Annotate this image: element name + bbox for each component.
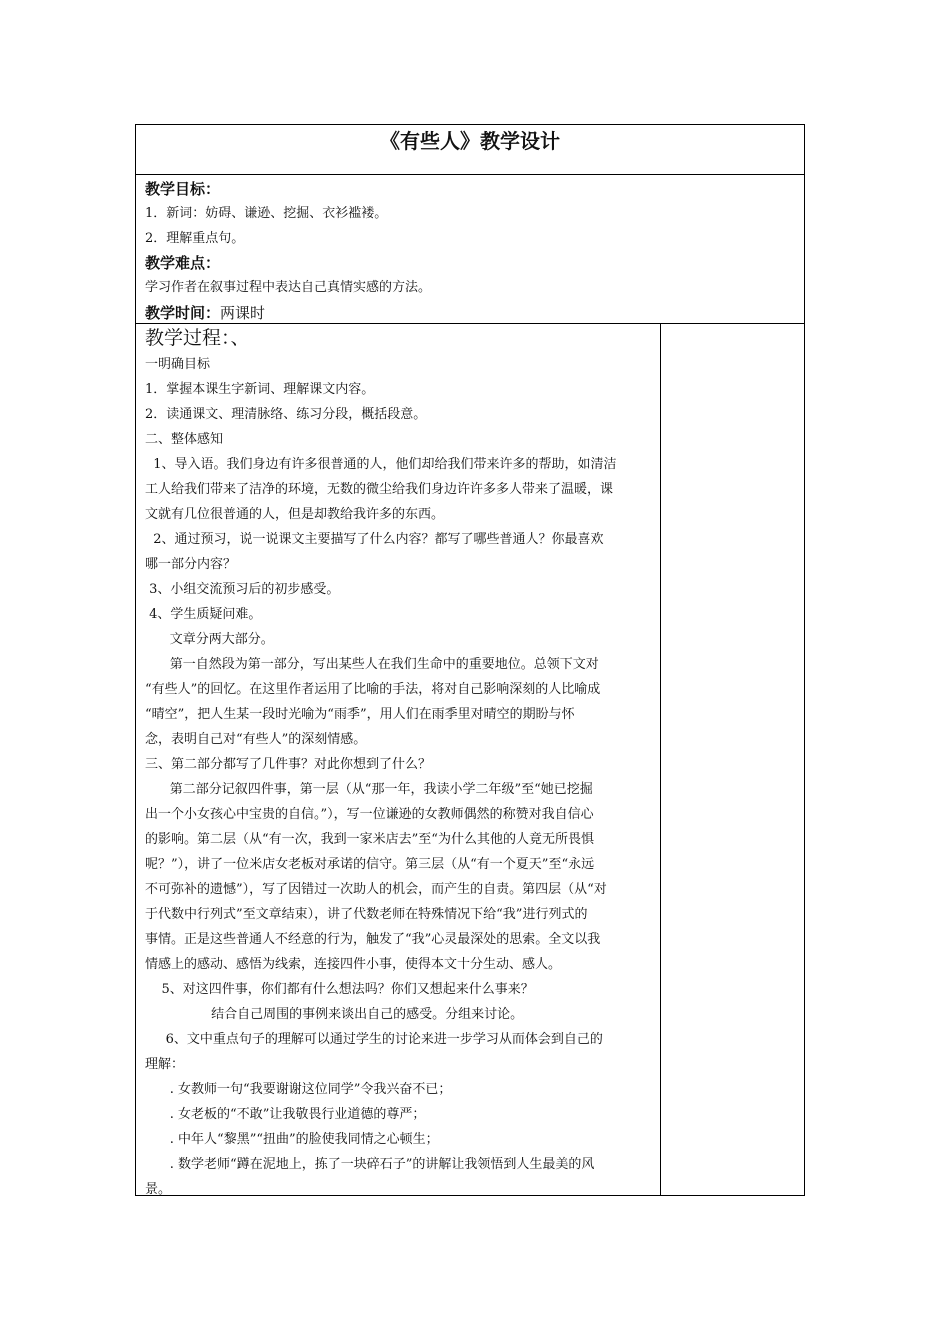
process-content xyxy=(136,324,661,1195)
goal-item: 2．理解重点句。 xyxy=(145,231,245,246)
process-line: 于代数中行列式”至文章结束），讲了代数老师在特殊情况下给“我”进行列式的 xyxy=(145,907,588,922)
process-line: 6、文中重点句子的理解可以通过学生的讨论来进一步学习从而体会到自己的 xyxy=(145,1032,603,1047)
title-row xyxy=(136,125,804,175)
time-value: 两课时 xyxy=(220,304,266,322)
process-line: 1、导入语。我们身边有许多很普通的人，他们却给我们带来许多的帮助，如清洁 xyxy=(145,457,617,472)
notes-column xyxy=(661,324,804,1195)
process-line: 文就有几位很普通的人，但是却教给我许多的东西。 xyxy=(145,507,445,522)
process-line: 的影响。第二层（从“有一次，我到一家米店去”至“为什么其他的人竟无所畏惧 xyxy=(145,832,594,847)
process-line: “晴空”，把人生某一段时光喻为“雨季”，用人们在雨季里对晴空的期盼与怀 xyxy=(145,707,575,722)
process-line: 1．掌握本课生字新词、理解课文内容。 xyxy=(145,382,375,397)
process-line: . 中年人“黎黑”“扭曲”的脸使我同情之心顿生； xyxy=(145,1132,439,1147)
process-heading: 教学过程：、 xyxy=(145,327,250,349)
process-line: 工人给我们带来了洁净的环境，无数的微尘给我们身边许许多多人带来了温暖，课 xyxy=(145,482,614,497)
process-line: 事情。正是这些普通人不经意的行为，触发了“我”心灵最深处的思索。全文以我 xyxy=(145,932,601,947)
goal-item: 1．新词：妨碍、谦逊、挖掘、衣衫褴褛。 xyxy=(145,206,388,221)
process-line: 呢？”），讲了一位米店女老板对承诺的信守。第三层（从“有一个夏天”至“永远 xyxy=(145,857,595,872)
process-line: 景。 xyxy=(145,1182,172,1197)
process-line: . 数学老师“蹲在泥地上，拣了一块碎石子”的讲解让我领悟到人生最美的风 xyxy=(145,1157,595,1172)
process-line: 2、通过预习，说一说课文主要描写了什么内容？都写了哪些普通人？你最喜欢 xyxy=(145,532,604,547)
process-line: 一明确目标 xyxy=(145,357,211,372)
difficulty-text: 学习作者在叙事过程中表达自己真情实感的方法。 xyxy=(145,280,432,295)
time-label: 教学时间： xyxy=(145,304,221,322)
process-line: 三、第二部分都写了几件事？对此你想到了什么？ xyxy=(145,757,432,772)
process-line: 4、学生质疑问难。 xyxy=(145,607,262,622)
process-line: 不可弥补的遗憾”），写了因错过一次助人的机会，而产生的自责。第四层（从“对 xyxy=(145,882,607,897)
process-section xyxy=(136,324,804,1195)
process-line: 结合自己周围的事例来谈出自己的感受。分组来讨论。 xyxy=(145,1007,524,1022)
lesson-plan-table xyxy=(135,124,805,1196)
process-line: 情感上的感动、感悟为线索，连接四件小事，使得本文十分生动、感人。 xyxy=(145,957,562,972)
process-line: 文章分两大部分。 xyxy=(145,632,274,647)
process-line: 出一个小女孩心中宝贵的自信。”），写一位谦逊的女教师偶然的称赞对我自信心 xyxy=(145,807,594,822)
process-line: 理解： xyxy=(145,1057,185,1072)
goals-heading: 教学目标： xyxy=(145,180,221,198)
process-line: 第一自然段为第一部分，写出某些人在我们生命中的重要地位。总领下文对 xyxy=(145,657,599,672)
process-line: “有些人”的回忆。在这里作者运用了比喻的手法，将对自己影响深刻的人比喻成 xyxy=(145,682,601,697)
process-line: . 女教师一句“我要谢谢这位同学”令我兴奋不已； xyxy=(145,1082,452,1097)
process-line: 5、对这四件事，你们都有什么想法吗？你们又想起来什么事来？ xyxy=(145,982,534,997)
process-line: 念，表明自己对“有些人”的深刻情感。 xyxy=(145,732,367,747)
process-lines xyxy=(145,352,660,1202)
process-line: 第二部分记叙四件事，第一层（从“那一年，我读小学二年级”至“她已挖掘 xyxy=(145,782,593,797)
process-line: 3、小组交流预习后的初步感受。 xyxy=(145,582,340,597)
difficulty-heading: 教学难点： xyxy=(145,254,221,272)
teaching-time xyxy=(145,300,804,326)
process-line: 2．读通课文、理清脉络、练习分段，概括段意。 xyxy=(145,407,427,422)
process-line: 哪一部分内容？ xyxy=(145,557,237,572)
process-line: . 女老板的“不敢”让我敬畏行业道德的尊严； xyxy=(145,1107,426,1122)
process-line: 二、整体感知 xyxy=(145,432,224,447)
document-title: 《有些人》教学设计 xyxy=(380,129,560,153)
goals-section xyxy=(136,175,804,324)
